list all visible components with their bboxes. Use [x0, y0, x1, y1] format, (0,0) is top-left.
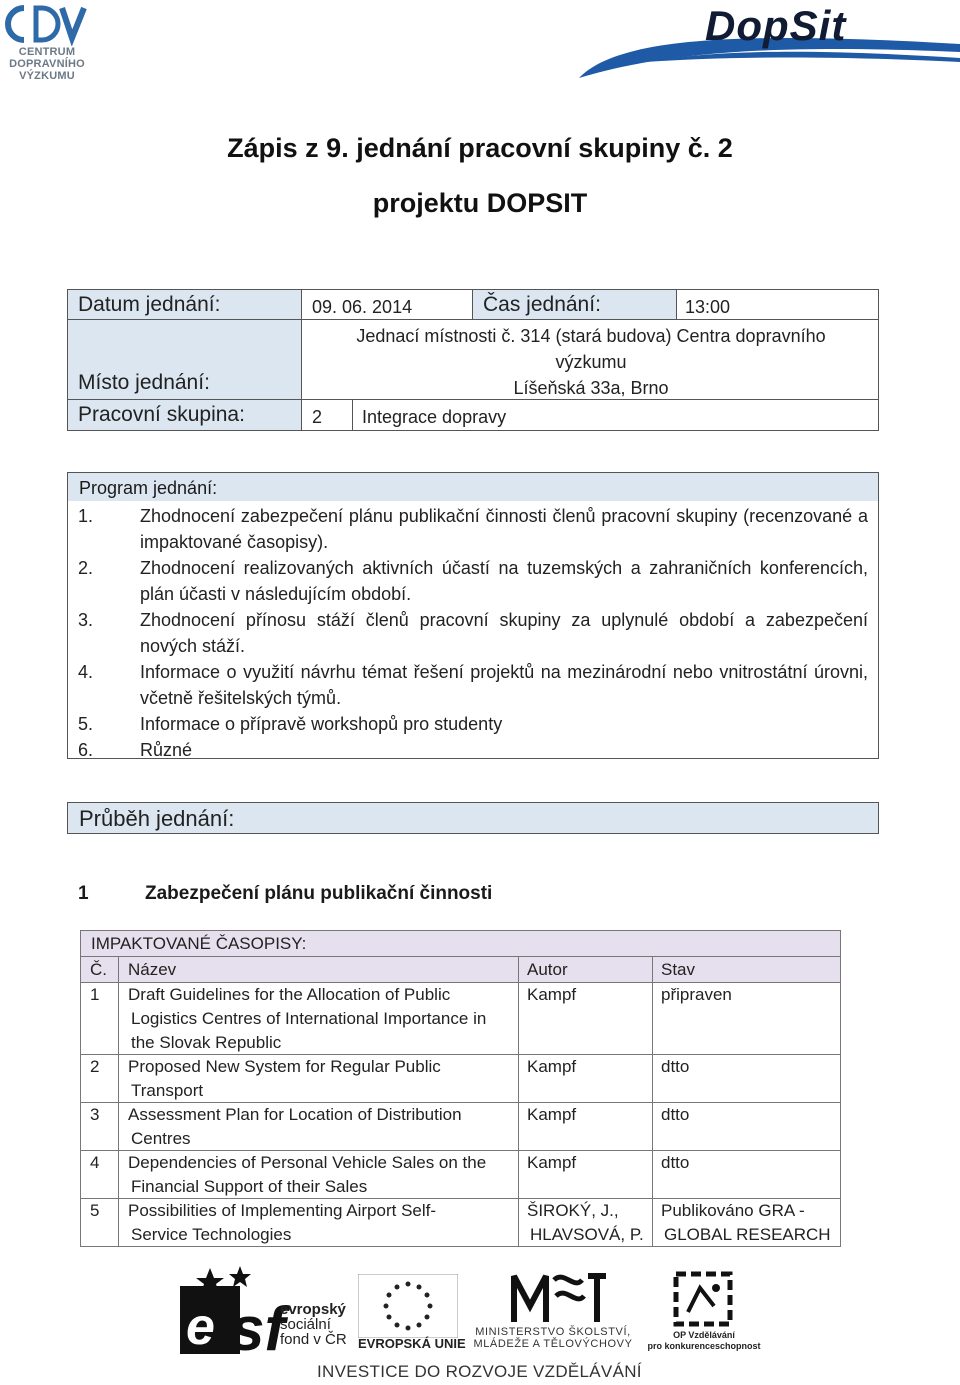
- program-item-text: Zhodnocení realizovaných aktivních účastí na tuzemských a zahraničních konferencích, plán účasti v následujícím období.: [140, 558, 868, 604]
- program-item-number: 2.: [78, 558, 94, 578]
- svg-text:e: e: [186, 1298, 215, 1356]
- esf-line2: sociální: [280, 1316, 331, 1333]
- esf-line1: evropský: [280, 1301, 346, 1318]
- group-number: 2: [312, 407, 323, 427]
- journal-status-line1: dtto: [661, 1105, 690, 1124]
- op-vzdelavani-logo-icon: [670, 1268, 740, 1330]
- op-text: [645, 1330, 763, 1352]
- program-item-number: 1.: [78, 506, 94, 526]
- journal-status-line1: připraven: [661, 985, 732, 1004]
- journal-title-line2: Logistics Centres of International Importance in: [131, 1009, 487, 1028]
- cdv-line2: DOPRAVNÍHO: [9, 58, 85, 70]
- journal-author-line2: HLAVSOVÁ, P.: [530, 1225, 644, 1244]
- journal-title-line2: Financial Support of their Sales: [131, 1177, 368, 1196]
- col-num-header: [80, 956, 119, 983]
- proceedings-header: [67, 802, 879, 834]
- program-box: [67, 472, 879, 759]
- journal-title-line1: Draft Guidelines for the Allocation of Public: [128, 985, 451, 1004]
- journal-row-author-cell: [518, 982, 653, 1055]
- esf-text: [280, 1302, 347, 1347]
- col-num-label: Č.: [90, 960, 107, 979]
- time-value-cell: [676, 289, 879, 320]
- section-title: Zabezpečení plánu publikační činnosti: [145, 883, 493, 904]
- group-number-cell: [301, 399, 353, 431]
- journal-row-title-cell: [118, 982, 519, 1055]
- time-label: Čas jednání:: [483, 293, 601, 316]
- dopsit-logo-text: DopSit: [705, 2, 847, 49]
- journal-author-line1: Kampf: [527, 1153, 577, 1172]
- journal-row-author-cell: [518, 1198, 653, 1247]
- program-item-number: 3.: [78, 610, 94, 630]
- journal-author-line1: Kampf: [527, 1057, 577, 1076]
- meeting-info-table: [67, 289, 879, 431]
- cdv-line3: VÝZKUMU: [19, 70, 75, 82]
- program-item-number: 4.: [78, 662, 94, 682]
- journal-row-title-cell: [118, 1102, 519, 1151]
- journal-row-title-cell: [118, 1150, 519, 1199]
- group-name: Integrace dopravy: [362, 407, 507, 427]
- journal-status-line2: GLOBAL RESEARCH: [664, 1225, 831, 1244]
- journal-row-status-cell: [652, 1198, 841, 1247]
- journal-row-title-cell: [118, 1198, 519, 1247]
- program-label: Program jednání:: [79, 478, 218, 498]
- proceedings-label: Průběh jednání:: [79, 806, 235, 831]
- cdv-logo: [2, 2, 92, 86]
- page-title: Zápis z 9. jednání pracovní skupiny č. 2: [227, 133, 733, 163]
- journal-row-status-cell: [652, 1102, 841, 1151]
- journal-row-number: 4: [90, 1153, 100, 1172]
- journal-title-line3: the Slovak Republic: [131, 1033, 282, 1052]
- journal-title-line1: Dependencies of Personal Vehicle Sales on the: [128, 1153, 487, 1172]
- program-item-text: Informace o přípravě workshopů pro studenty: [140, 714, 503, 734]
- eu-flag-icon: [358, 1274, 458, 1338]
- program-item-text: Zhodnocení zabezpečení plánu publikační činnosti členů pracovní skupiny (recenzované a impaktované časopisy).: [140, 506, 868, 552]
- program-header: [68, 473, 878, 501]
- col-author-header: [518, 956, 653, 983]
- group-label-cell: [67, 399, 302, 431]
- journal-row-author-cell: [518, 1102, 653, 1151]
- journals-heading: IMPAKTOVANÉ ČASOPISY:: [91, 934, 307, 953]
- journal-row-number-cell: [80, 982, 119, 1055]
- journal-status-line1: dtto: [661, 1057, 690, 1076]
- msmt-text: [468, 1326, 638, 1350]
- journal-author-line1: Kampf: [527, 1105, 577, 1124]
- cdv-logo-mark: [2, 2, 92, 46]
- journals-heading-cell: [80, 930, 841, 957]
- journal-row-status-cell: [652, 1054, 841, 1103]
- journal-title-line2: Centres: [131, 1129, 191, 1148]
- page-subtitle: projektu DOPSIT: [372, 188, 588, 218]
- op-line1: OP Vzdělávání: [673, 1330, 735, 1340]
- place-line2: výzkumu: [555, 352, 627, 372]
- program-item-text: Informace o využití návrhu témat řešení projektů na mezinárodní nebo vnitrostátní úrovni, včetně řešitelských týmů.: [140, 662, 868, 708]
- section-number: 1: [78, 883, 89, 904]
- msmt-line2: MLÁDEŽE A TĚLOVÝCHOVY: [473, 1338, 633, 1350]
- journal-row-number-cell: [80, 1102, 119, 1151]
- program-item-text: Zhodnocení přínosu stáží členů pracovní skupiny za uplynulé období a zabezpečení nových stáží.: [140, 610, 868, 656]
- journal-author-line1: ŠIROKÝ, J.,: [527, 1201, 619, 1220]
- time-value: 13:00: [685, 297, 731, 317]
- dopsit-logo: [575, 0, 960, 82]
- journal-row-number-cell: [80, 1198, 119, 1247]
- journal-row-author-cell: [518, 1150, 653, 1199]
- journal-status-line1: Publikováno GRA -: [661, 1201, 805, 1220]
- journal-title-line1: Assessment Plan for Location of Distribution: [128, 1105, 462, 1124]
- program-item-number: 5.: [78, 714, 94, 734]
- col-name-label: Název: [128, 960, 177, 979]
- place-line1: Jednací místnosti č. 314 (stará budova) Centra dopravního: [356, 326, 826, 346]
- group-name-cell: [352, 399, 879, 431]
- msmt-logo-icon: [510, 1266, 610, 1326]
- esf-line3: fond v ČR: [280, 1331, 347, 1348]
- journal-title-line2: Transport: [131, 1081, 204, 1100]
- journal-title-line1: Possibilities of Implementing Airport Self-: [128, 1201, 437, 1220]
- journal-row-status-cell: [652, 1150, 841, 1199]
- date-label: Datum jednání:: [78, 293, 221, 316]
- footer-logos: [180, 1262, 770, 1385]
- col-name-header: [118, 956, 519, 983]
- cdv-line1: CENTRUM: [18, 46, 76, 58]
- journal-row-number: 3: [90, 1105, 100, 1124]
- journal-author-line1: Kampf: [527, 985, 577, 1004]
- journal-row-number: 5: [90, 1201, 100, 1220]
- eu-label: EVROPSKÁ UNIE: [358, 1336, 466, 1351]
- journal-row-author-cell: [518, 1054, 653, 1103]
- svg-text:sf: sf: [230, 1295, 286, 1356]
- journal-row-number: 1: [90, 985, 100, 1004]
- footer-tagline: INVESTICE DO ROZVOJE VZDĚLÁVÁNÍ: [317, 1362, 642, 1381]
- op-line2: pro konkurenceschopnost: [647, 1341, 761, 1351]
- place-label: Místo jednání:: [78, 371, 210, 394]
- program-item-text: Různé: [140, 740, 193, 760]
- col-author-label: Autor: [527, 960, 568, 979]
- journal-row-title-cell: [118, 1054, 519, 1103]
- journal-row-number: 2: [90, 1057, 100, 1076]
- program-item-number: 6.: [78, 740, 94, 760]
- place-value-cell: [301, 319, 879, 400]
- col-status-header: [652, 956, 841, 983]
- journal-status-line1: dtto: [661, 1153, 690, 1172]
- journal-title-line2: Service Technologies: [131, 1225, 292, 1244]
- date-label-cell: [67, 289, 302, 320]
- cdv-logo-text: [2, 46, 92, 82]
- journal-title-line1: Proposed New System for Regular Public: [128, 1057, 441, 1076]
- msmt-line1: MINISTERSTVO ŠKOLSTVÍ,: [475, 1326, 631, 1338]
- group-label: Pracovní skupina:: [78, 403, 245, 426]
- journal-row-status-cell: [652, 982, 841, 1055]
- journal-row-number-cell: [80, 1150, 119, 1199]
- place-label-cell: [67, 319, 302, 400]
- time-label-cell: [472, 289, 677, 320]
- place-line3: Líšeňská 33a, Brno: [513, 378, 669, 398]
- date-value-cell: [301, 289, 473, 320]
- journal-row-number-cell: [80, 1054, 119, 1103]
- date-value: 09. 06. 2014: [312, 297, 413, 317]
- col-status-label: Stav: [661, 960, 696, 979]
